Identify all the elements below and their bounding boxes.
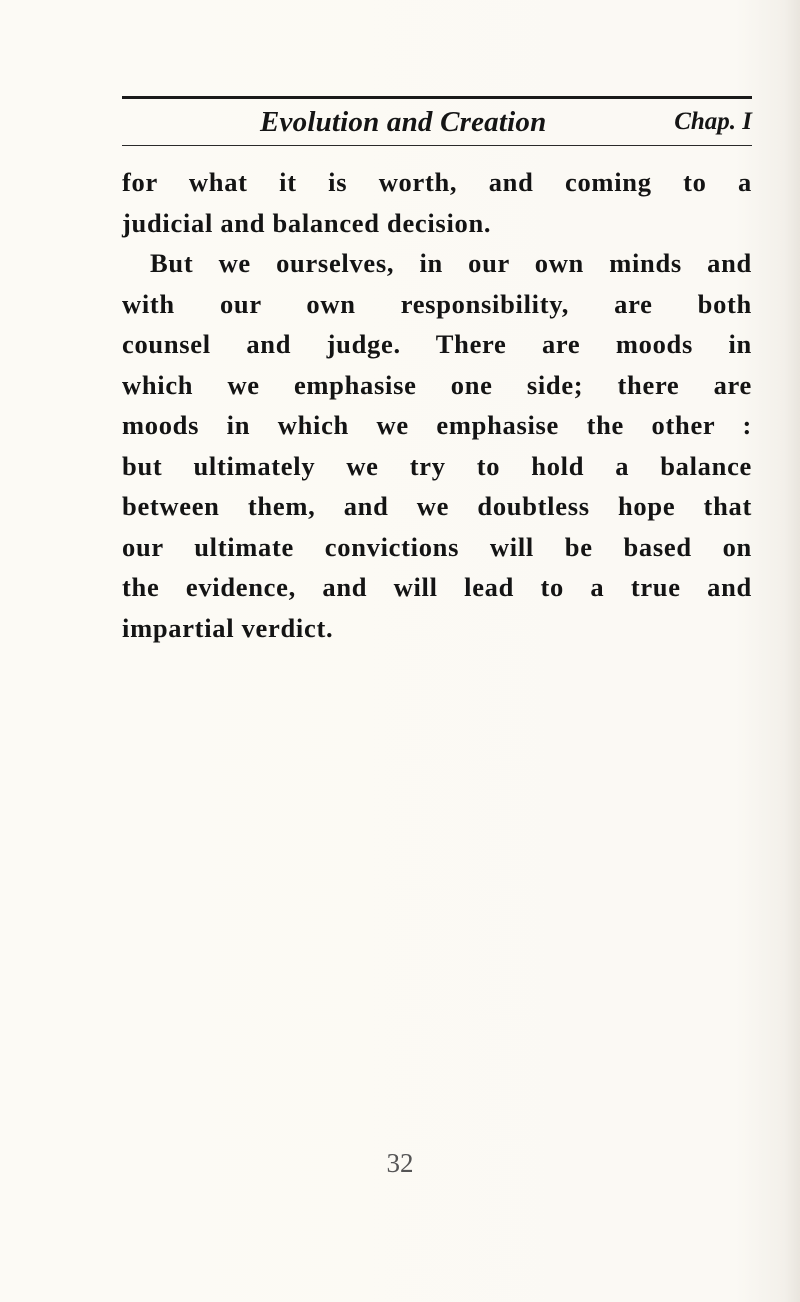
text-line: But we ourselves, in our own minds and — [150, 248, 752, 278]
running-header — [122, 96, 752, 150]
page-number: 32 — [386, 1148, 414, 1178]
body-text — [122, 162, 752, 648]
text-line: with our own responsibility, are both — [122, 288, 752, 319]
text-line: counsel and judge. There are moods in — [122, 329, 752, 359]
text-line: judicial and balanced decision. — [122, 207, 492, 238]
header-bottom-rule — [122, 145, 752, 146]
text-line: the evidence, and will lead to a true and — [122, 572, 752, 602]
text-line: impartial verdict. — [122, 612, 334, 643]
text-line: between them, and we doubtless hope that — [122, 491, 752, 521]
text-line: for what it is worth, and coming to a — [122, 167, 752, 197]
running-title: Evolution and Creation — [260, 106, 547, 138]
text-line: but ultimately we try to hold a balance — [122, 450, 752, 481]
text-line: our ultimate convictions will be based on — [122, 531, 752, 562]
text-line: which we emphasise one side; there are — [122, 369, 752, 400]
header-top-rule — [122, 96, 752, 99]
chapter-label: Chap. I — [674, 108, 752, 135]
text-line: moods in which we emphasise the other : — [122, 410, 752, 440]
